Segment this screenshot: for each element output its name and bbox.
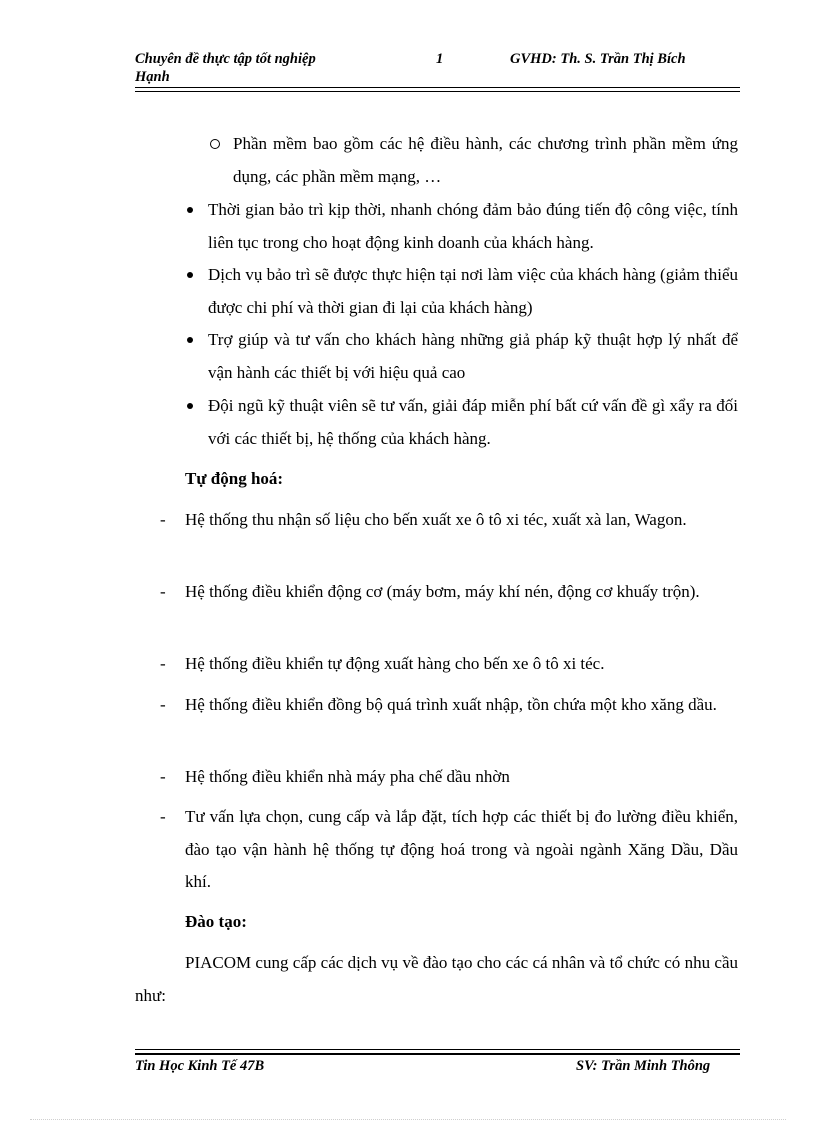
page-number: 1 [436,51,444,67]
training-heading: Đào tạo: [185,912,247,931]
footer-student: SV: Trần Minh Thông [576,1058,711,1074]
dash-bullet-icon: - [160,654,166,673]
page-edge-divider [30,1119,786,1120]
bullet-icon [187,207,193,213]
bullet-icon [187,337,193,343]
header-left [135,50,316,86]
list-item: Hệ thống điều khiển đồng bộ quá trình xuất nhập, tồn chứa một kho xăng dầu. [185,695,717,714]
header-title: Chuyên đề thực tập tốt nghiệp [135,51,316,67]
list-item: Hệ thống điều khiển nhà máy pha chế dầu nhờn [185,767,510,786]
list-item: Đội ngũ kỹ thuật viên sẽ tư vấn, giải đáp miễn phí bất cứ vấn đề gì xẩy ra đối với các thiết bị, hệ thống của khách hàng. [208,396,738,448]
list-item: Tư vấn lựa chọn, cung cấp và lắp đặt, tích hợp các thiết bị đo lường điều khiển, đào tạo vận hành hệ thống tự động hoá trong và ngoài ngành Xăng Dầu, Dầu khí. [185,807,738,891]
bullet-icon [187,403,193,409]
list-item: Dịch vụ bảo trì sẽ được thực hiện tại nơi làm việc của khách hàng (giảm thiểu được chi phí và thời gian đi lại của khách hàng) [208,265,738,317]
list-item: Hệ thống điều khiển tự động xuất hàng cho bến xe ô tô xi téc. [185,654,605,673]
software-item: Phần mềm bao gồm các hệ điều hành, các chương trình phần mềm ứng dụng, các phần mềm mạng, … [233,134,738,186]
footer-class: Tin Học Kinh Tế 47B [135,1058,265,1074]
list-item: Hệ thống thu nhận số liệu cho bến xuất xe ô tô xi téc, xuất xà lan, Wagon. [185,510,687,529]
dash-bullet-icon: - [160,695,166,714]
dash-bullet-icon: - [160,510,166,529]
circle-bullet-icon [210,139,220,149]
bullet-icon [187,272,193,278]
list-item: Trợ giúp và tư vấn cho khách hàng những giả pháp kỹ thuật hợp lý nhất để vận hành các thiết bị với hiệu quả cao [208,330,738,382]
automation-heading: Tự động hoá: [185,469,284,488]
dash-bullet-icon: - [160,767,166,786]
footer-rule-thick [135,1053,740,1055]
list-item: Thời gian bảo trì kịp thời, nhanh chóng đảm bảo đúng tiến độ công việc, tính liên tục trong cho hoạt động kinh doanh của khách hàng. [208,200,738,252]
header-rule-thin [135,91,740,92]
header-rule-thick [135,87,740,88]
header-title-continued: Hạnh [135,69,170,85]
footer-rule-thin [135,1049,740,1050]
training-intro: PIACOM cung cấp các dịch vụ về đào tạo cho các cá nhân và tổ chức có nhu cầu như: [135,953,738,1005]
list-item: Hệ thống điều khiển động cơ (máy bơm, máy khí nén, động cơ khuấy trộn). [185,582,700,601]
header-supervisor: GVHD: Th. S. Trần Thị Bích [510,51,686,67]
dash-bullet-icon: - [160,807,166,826]
dash-bullet-icon: - [160,582,166,601]
